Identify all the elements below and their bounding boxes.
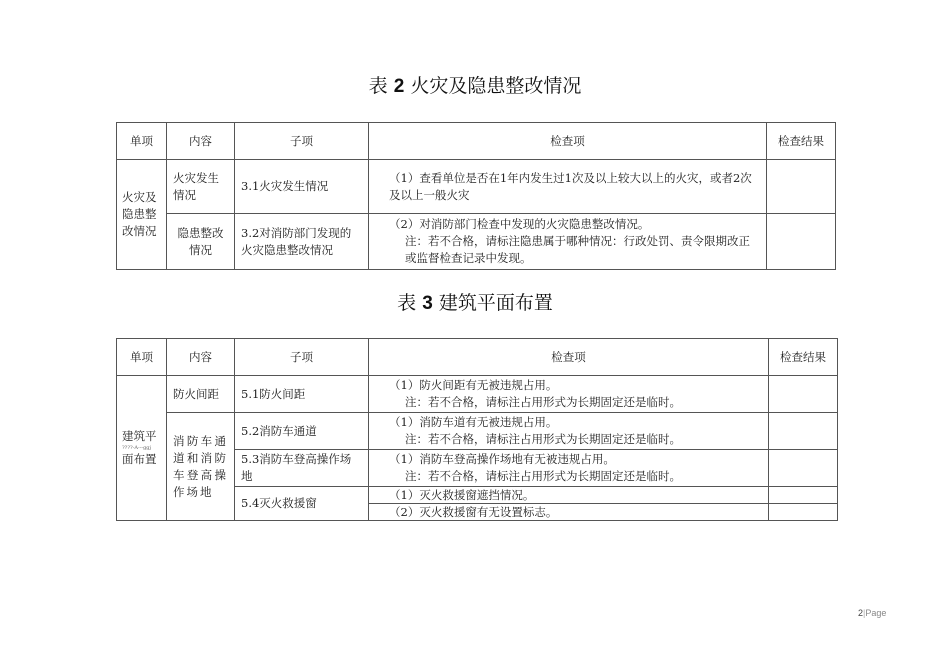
- content-cell: 防火间距: [167, 376, 235, 413]
- footer-separator: |: [863, 608, 866, 618]
- page-footer: [858, 608, 886, 618]
- header-cell: 单项: [117, 123, 167, 160]
- table-row: [117, 413, 838, 450]
- page-number: 2: [858, 608, 864, 618]
- table-row: [117, 160, 836, 214]
- header-cell: 子项: [235, 339, 369, 376]
- fire-hazard-table: [116, 122, 836, 270]
- category-cell: [117, 376, 167, 521]
- category-text: 面布置: [122, 452, 157, 466]
- result-cell: [769, 487, 838, 504]
- result-cell: [767, 214, 836, 270]
- result-cell: [769, 413, 838, 450]
- check-cell: [369, 413, 769, 450]
- table3-title-prefix: 表: [397, 292, 417, 314]
- subitem-cell: 5.4灭火救援窗: [235, 487, 369, 521]
- table-row: [117, 214, 836, 270]
- check-text: （1）消防车登高操作场地有无被违规占用。: [389, 452, 615, 466]
- table3-title-number: 3: [422, 293, 433, 314]
- building-layout-table: [116, 338, 838, 521]
- category-text: 建筑平: [122, 429, 157, 443]
- check-text: （1）查看单位是否在1年内发生过1次及以上较大以上的火灾，或者2次及以上一般火灾: [389, 170, 752, 202]
- table-header-row: [117, 123, 836, 160]
- result-cell: [769, 504, 838, 521]
- table3-title-text: 建筑平面布置: [438, 292, 553, 314]
- check-cell: （2）灭火救援窗有无设置标志。: [369, 504, 769, 521]
- check-cell: [369, 450, 769, 487]
- check-note: 注：若不合格，请标注占用形式为长期固定还是临时。: [405, 469, 681, 483]
- check-cell: [369, 160, 767, 214]
- header-cell: 检查结果: [767, 123, 836, 160]
- header-cell: 内容: [167, 339, 235, 376]
- check-text: （1）消防车道有无被违规占用。: [389, 415, 558, 429]
- check-text: （2）对消防部门检查中发现的火灾隐患整改情况。: [389, 217, 650, 231]
- check-note: 注：若不合格，请标注隐患属于哪种情况：行政处罚、责令限期改正或监督检查记录中发现。: [405, 234, 750, 265]
- check-note: 注：若不合格，请标注占用形式为长期固定还是临时。: [405, 395, 681, 409]
- result-cell: [767, 160, 836, 214]
- table-row: [117, 376, 838, 413]
- table2-title-text: 火灾及隐患整改情况: [410, 75, 582, 97]
- check-note: 注：若不合格，请标注占用形式为长期固定还是临时。: [405, 432, 681, 446]
- table2-title-prefix: 表: [368, 75, 388, 97]
- check-text: （1）防火间距有无被违规占用。: [389, 378, 558, 392]
- header-cell: 检查项: [369, 123, 767, 160]
- result-cell: [769, 450, 838, 487]
- subitem-cell: 5.3消防车登高操作场地: [235, 450, 369, 487]
- subitem-cell: 5.1防火间距: [235, 376, 369, 413]
- header-cell: 检查结果: [769, 339, 838, 376]
- subitem-cell: 3.2对消防部门发现的火灾隐患整改情况: [235, 214, 369, 270]
- page-label: Page: [865, 608, 887, 618]
- check-cell: （1）灭火救援窗遮挡情况。: [369, 487, 769, 504]
- result-cell: [769, 376, 838, 413]
- content-cell: 消防车通道和消防车登高操作场地: [167, 413, 235, 521]
- content-cell: 火灾发生情况: [167, 160, 235, 214]
- header-cell: 单项: [117, 339, 167, 376]
- table3-title: [0, 288, 950, 315]
- table2-title-number: 2: [393, 76, 405, 97]
- header-cell: 子项: [235, 123, 369, 160]
- header-cell: 检查项: [369, 339, 769, 376]
- category-cell: 火灾及隐患整改情况: [117, 160, 167, 270]
- category-tiny-text: ????-A---ggj: [122, 445, 152, 451]
- check-cell: [369, 376, 769, 413]
- content-cell: 隐患整改情况: [167, 214, 235, 270]
- subitem-cell: 5.2消防车通道: [235, 413, 369, 450]
- header-cell: 内容: [167, 123, 235, 160]
- subitem-cell: 3.1火灾发生情况: [235, 160, 369, 214]
- table-header-row: [117, 339, 838, 376]
- table2-title: [0, 71, 950, 98]
- check-cell: [369, 214, 767, 270]
